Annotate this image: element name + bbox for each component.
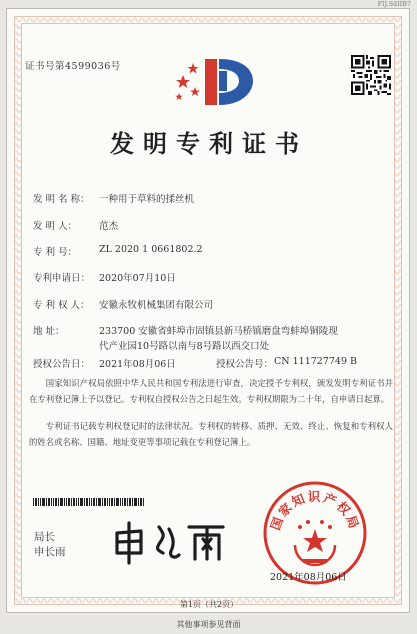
field-label: 发 明 名 称： [33,194,90,205]
patent-number-row [33,244,203,258]
handwritten-signature [111,519,231,565]
patent-number-value: ZL 2020 1 0661802.2 [99,244,203,255]
field-label: 专 利 号： [33,247,78,258]
seal-text: 国家知识产权局 [267,489,363,533]
patentee-value: 安徽永牧机械集团有限公司 [99,300,214,311]
cnipa-emblem-icon [167,53,259,111]
filing-date-value: 2020年07月10日 [99,273,176,284]
address-line-2: 代产业园10号路以南与8号路以西交口处 [99,341,270,352]
certificate [6,8,410,613]
patentee-row [33,297,214,311]
footer-note: 其他事项参见背面 [176,620,241,629]
filing-date-row [33,270,176,284]
field-label: 专利申请日： [33,273,91,284]
legal-status-statement: 专利证书记载专利权登记时的法律状况。专利权的转移、质押、无效、终止、恢复和专利权人的姓名或名称、国籍、地址变更等事项记载在专利登记簿上。 [29,421,393,447]
field-label: 地 址： [33,326,65,337]
qr-code-icon [351,55,391,95]
director-title: 局长 [34,531,55,543]
page-number: 第1页（共2页） [179,600,239,609]
certificate-title: 发明专利证书 [110,130,308,158]
inventor-value: 范杰 [99,221,119,232]
director-name: 申长雨 [34,546,66,558]
corner-note: FIJ.SdIIB7 [377,1,411,8]
inventor-row [33,218,119,232]
director-labels [34,530,66,560]
barcode-icon [33,498,145,506]
grant-row [33,356,357,370]
address-line-1: 233700 安徽省蚌埠市固镇县新马桥镇磨盘弯蚌埠铜陵现 [99,326,338,337]
grant-number-label: 授权公告号： [216,359,274,370]
grant-statement: 国家知识产权局依照中华人民共和国专利法进行审查，决定授予专利权，颁发发明专利证书并在专利登记簿上予以登记。专利权自授权公告之日起生效。专利权期限为二十年，自申请日起算。 [29,378,393,404]
field-label: 发 明 人： [33,221,78,232]
seal-date: 2021年08月06日 [270,572,347,583]
invention-name-row [33,191,195,205]
field-label: 专 利 权 人： [33,300,90,311]
grant-date-value: 2021年08月06日 [99,359,176,370]
invention-name-value: 一种用于草料的揉丝机 [99,194,195,205]
address-row [33,323,338,352]
grant-number-value: CN 111727749 B [274,356,357,367]
certificate-number: 证书号第4599036号 [25,61,121,72]
field-label: 授权公告日： [33,359,91,370]
